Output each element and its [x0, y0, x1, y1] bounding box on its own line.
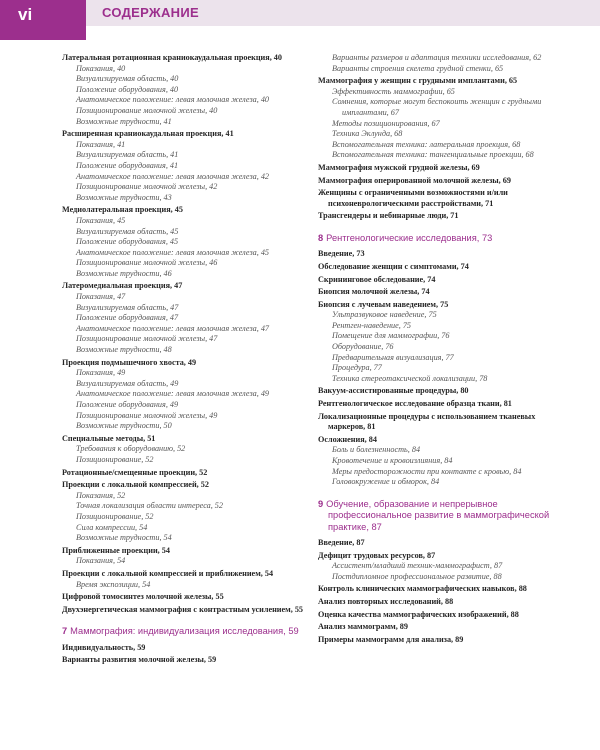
toc-subsection-entry[interactable]: Ассистент/младший техник-маммографист, 87 — [332, 561, 503, 571]
toc-subsection-entry[interactable]: Эффективность маммографии, 65 — [332, 86, 455, 96]
toc-section-entry[interactable]: Осложнения, 84 — [318, 434, 377, 444]
toc-subsection-entry[interactable]: Показания, 54 — [76, 556, 126, 566]
page-number-box — [0, 0, 86, 40]
chapter-number: 7 — [62, 626, 68, 637]
toc-section-entry[interactable]: Примеры маммограмм для анализа, 89 — [318, 634, 464, 644]
toc-subsection-entry[interactable]: Техника Эклунда, 68 — [332, 129, 403, 139]
toc-subsection-entry[interactable]: Визуализируемая область, 40 — [76, 74, 179, 84]
toc-section-entry[interactable]: Цифровой томосинтез молочной железы, 55 — [62, 592, 224, 602]
toc-section-entry[interactable]: Биопсия с лучевым наведением, 75 — [318, 299, 449, 309]
toc-section-entry[interactable]: Специальные методы, 51 — [62, 433, 156, 443]
toc-section-entry[interactable]: Маммография у женщин с грудными имплантами, 65 — [318, 76, 518, 86]
toc-section-entry[interactable]: Проекция подмышечного хвоста, 49 — [62, 357, 197, 367]
toc-subsection-entry[interactable]: Рентген-наведение, 75 — [332, 320, 412, 330]
toc-section-entry[interactable]: Индивидуальность, 59 — [62, 642, 146, 652]
toc-section-entry[interactable]: Введение, 73 — [318, 249, 365, 259]
toc-subsection-entry[interactable]: Возможные трудности, 48 — [76, 345, 172, 355]
toc-subsection-entry[interactable]: Предварительная визуализация, 77 — [332, 352, 454, 362]
chapter-heading[interactable] — [318, 499, 570, 533]
toc-subsection-entry[interactable]: Возможные трудности, 50 — [76, 421, 172, 431]
chapter-number: 9 — [318, 498, 324, 509]
toc-subsection-entry[interactable]: Время экспозиции, 54 — [76, 579, 151, 589]
toc-subsection-entry[interactable]: Положение оборудования, 40 — [76, 84, 179, 94]
toc-subsection-entry[interactable]: Позиционирование, 52 — [76, 454, 154, 464]
toc-subsection-entry[interactable]: Техника стереотаксической локализации, 78 — [332, 373, 488, 383]
page-title: СОДЕРЖАНИЕ — [102, 5, 199, 20]
toc-subsection-entry[interactable]: Меры предосторожности при контакте с кровью, 84 — [332, 466, 522, 476]
page-number: vi — [18, 5, 33, 24]
toc-subsection-entry[interactable]: Вспомогательная техника: тангенциальные проекции, 68 — [332, 150, 534, 160]
toc-subsection-entry[interactable]: Положение оборудования, 41 — [76, 160, 179, 170]
toc-subsection-entry[interactable]: Возможные трудности, 41 — [76, 116, 172, 126]
toc-subsection-entry[interactable]: Визуализируемая область, 47 — [76, 302, 179, 312]
toc-subsection-entry[interactable]: Варианты строения скелета грудной стенки, 65 — [332, 63, 504, 73]
toc-section-entry[interactable]: Медиолатеральная проекция, 45 — [62, 205, 183, 215]
toc-right-column — [318, 53, 570, 645]
toc-subsection-entry[interactable]: Анатомическое положение: левая молочная железа, 49 — [76, 389, 270, 399]
toc-subsection-entry[interactable]: Позиционирование молочной железы, 47 — [76, 334, 218, 344]
toc-subsection-entry[interactable]: Показания, 45 — [76, 215, 126, 225]
toc-subsection-entry[interactable]: Методы позиционирования, 67 — [332, 118, 440, 128]
toc-subsection-entry[interactable]: Варианты размеров и адаптация техники исследования, 62 — [332, 53, 542, 62]
toc-subsection-entry[interactable]: Оборудование, 76 — [332, 342, 394, 352]
toc-subsection-entry[interactable]: Показания, 41 — [76, 139, 126, 149]
chapter-heading[interactable] — [62, 626, 307, 637]
toc-section-entry[interactable]: Дефицит трудовых ресурсов, 87 — [318, 550, 436, 560]
toc-subsection-entry[interactable]: Кровотечение и кровоизлияния, 84 — [332, 456, 453, 465]
toc-section-entry[interactable]: Введение, 87 — [318, 538, 365, 547]
toc-section-entry[interactable]: Скрининговое обследование, 74 — [318, 274, 436, 284]
toc-subsection-entry[interactable]: Процедура, 77 — [332, 363, 382, 373]
toc-subsection-entry[interactable]: Анатомическое положение: левая молочная железа, 45 — [76, 247, 270, 257]
toc-section-entry[interactable]: Маммография мужской грудной железы, 69 — [318, 162, 480, 172]
toc-left-column — [62, 53, 307, 666]
toc-section-entry[interactable]: Проекции с локальной компрессией и приближением, 54 — [62, 568, 274, 578]
toc-section-entry[interactable]: Двухэнергетическая маммография с контрастным усилением, 55 — [62, 604, 304, 614]
toc-section-entry[interactable]: Маммография оперированной молочной железы, 69 — [318, 175, 511, 185]
toc-subsection-entry[interactable]: Визуализируемая область, 49 — [76, 378, 179, 388]
toc-section-entry[interactable]: Проекции с локальной компрессией, 52 — [62, 480, 209, 490]
toc-subsection-entry[interactable]: Требования к оборудованию, 52 — [76, 444, 186, 454]
toc-section-entry[interactable]: Ротационные/смещенные проекции, 52 — [62, 467, 208, 477]
toc-subsection-entry[interactable]: Позиционирование молочной железы, 40 — [76, 105, 218, 115]
toc-subsection-entry[interactable]: Показания, 49 — [76, 368, 126, 378]
toc-section-entry[interactable]: Вакуум-ассистированные процедуры, 80 — [318, 386, 469, 396]
toc-subsection-entry[interactable]: Позиционирование, 52 — [76, 511, 154, 521]
toc-section-entry[interactable]: Анализ повторных исследований, 88 — [318, 596, 454, 606]
toc-section-entry[interactable]: Трансгендеры и небинарные люди, 71 — [318, 211, 459, 221]
header-bar — [0, 0, 600, 26]
toc-section-entry[interactable]: Контроль клинических маммографических навыков, 88 — [318, 584, 527, 594]
toc-section-entry[interactable]: Оценка качества маммографических изображений, 88 — [318, 609, 519, 619]
toc-subsection-entry[interactable]: Показания, 52 — [76, 490, 126, 500]
toc-section-entry[interactable]: Женщины с ограниченными возможностями и/или психоневрологическими расстройствами, 71 — [318, 188, 508, 208]
toc-subsection-entry[interactable]: Позиционирование молочной железы, 49 — [76, 410, 218, 420]
toc-subsection-entry[interactable]: Боль и болезненность, 84 — [332, 445, 421, 455]
toc-subsection-entry[interactable]: Положение оборудования, 49 — [76, 400, 179, 409]
toc-section-entry[interactable]: Расширенная краниокаудальная проекция, 41 — [62, 129, 234, 139]
chapter-title: Обучение, образование и непрерывное профессиональное развитие в маммографической практике, 87 — [326, 498, 550, 532]
toc-subsection-entry[interactable]: Анатомическое положение: левая молочная железа, 40 — [76, 95, 270, 105]
toc-section-entry[interactable]: Латеральная ротационная краниокаудальная проекция, 40 — [62, 53, 282, 62]
toc-subsection-entry[interactable]: Положение оборудования, 45 — [76, 237, 179, 247]
toc-subsection-entry[interactable]: Помещение для маммографии, 76 — [332, 331, 450, 341]
toc-section-entry[interactable]: Обследование женщин с симптомами, 74 — [318, 261, 469, 271]
toc-section-entry[interactable]: Локализационные процедуры с использованием тканевых маркеров, 81 — [318, 411, 536, 432]
toc-subsection-entry[interactable]: Позиционирование молочной железы, 42 — [76, 182, 218, 192]
toc-subsection-entry[interactable]: Вспомогательная техника: латеральная проекция, 68 — [332, 139, 521, 149]
toc-section-entry[interactable]: Латеромедиальная проекция, 47 — [62, 281, 183, 291]
toc-subsection-entry[interactable]: Точная локализация области интереса, 52 — [76, 501, 223, 511]
toc-subsection-entry[interactable]: Ультразвуковое наведение, 75 — [332, 310, 437, 320]
toc-subsection-entry[interactable]: Визуализируемая область, 45 — [76, 226, 179, 236]
toc-subsection-entry[interactable]: Возможные трудности, 43 — [76, 192, 172, 202]
toc-section-entry[interactable]: Биопсия молочной железы, 74 — [318, 287, 430, 297]
toc-subsection-entry[interactable]: Визуализируемая область, 41 — [76, 150, 179, 160]
toc-subsection-entry[interactable]: Анатомическое положение: левая молочная железа, 47 — [76, 323, 270, 333]
chapter-title: Рентгенологические исследования, 73 — [326, 232, 493, 243]
toc-subsection-entry[interactable]: Головокружение и обморок, 84 — [332, 477, 440, 487]
chapter-heading[interactable] — [318, 233, 570, 244]
toc-subsection-entry[interactable]: Показания, 40 — [76, 63, 126, 73]
chapter-number: 8 — [318, 232, 324, 243]
toc-subsection-entry[interactable]: Сомнения, которые могут беспокоить женщин с грудными имплантами, 67 — [332, 97, 542, 117]
toc-section-entry[interactable]: Приближенные проекции, 54 — [62, 545, 170, 555]
toc-section-entry[interactable]: Рентгенологическое исследование образца ткани, 81 — [318, 399, 512, 409]
toc-section-entry[interactable]: Варианты развития молочной железы, 59 — [62, 655, 217, 665]
toc-subsection-entry[interactable]: Показания, 47 — [76, 292, 126, 302]
toc-subsection-entry[interactable]: Положение оборудования, 47 — [76, 313, 179, 323]
chapter-title: Маммография: индивидуализация исследования, 59 — [70, 626, 299, 637]
toc-subsection-entry[interactable]: Возможные трудности, 46 — [76, 268, 172, 278]
toc-subsection-entry[interactable]: Постдипломное профессиональное развитие, 88 — [332, 571, 502, 581]
toc-section-entry[interactable]: Анализ маммограмм, 89 — [318, 622, 408, 632]
toc-subsection-entry[interactable]: Позиционирование молочной железы, 46 — [76, 258, 218, 268]
toc-subsection-entry[interactable]: Анатомическое положение: левая молочная железа, 42 — [76, 171, 270, 181]
toc-subsection-entry[interactable]: Возможные трудности, 54 — [76, 533, 172, 543]
toc-subsection-entry[interactable]: Сила компрессии, 54 — [76, 522, 148, 532]
